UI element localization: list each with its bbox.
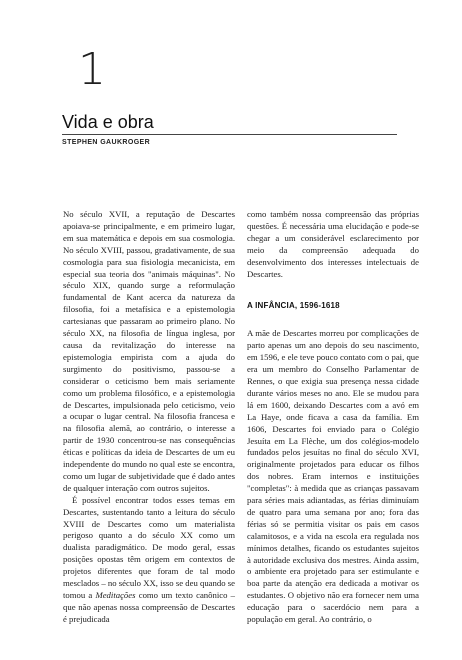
chapter-header	[62, 44, 402, 146]
section-heading: A INFÂNCIA, 1596-1618	[247, 301, 340, 311]
chapter-title: Vida e obra	[62, 112, 154, 132]
left-column	[63, 209, 235, 626]
paragraph: No século XVII, a reputação de Descartes apoiava-se principalmente, e em primeiro lugar, em sua matemática e depois em sua cosmologia. No século XVIII, passou, gradativamente, de sua cosmologia para sua fisiologia mecanicista, em especial sua teoria dos "animais máquinas". No século XIX, quando surge a reformulação fundamental de Kant acerca da natureza da filosofia, foi a metafísica e a epistemologia cartesianas que passaram ao primeiro plano. No século XX, na filosofia de língua inglesa, por causa da revitalização do interesse na epistemologia empirista com a ajuda do surgimento do positivismo, passou-se a considerar o ceticismo bem mais seriamente como um problema filosófico, e a epistemologia de Descartes, impulsionada pelo ceticismo, veio a ocupar o lugar central. Na filosofia francesa e na filosofia alemã, ao contrário, o interesse a partir de 1930 concentrou-se nas consequências éticas e políticas da ideia de Descartes de um eu independente do mundo no qual este se encontra, como um lugar de subjetividade que é dado antes de qualquer interação com outros sujeitos.	[63, 209, 235, 493]
title-rule	[62, 134, 397, 135]
paragraph: A mãe de Descartes morreu por complicações de parto apenas um ano depois do seu nascimento, em 1596, e ele teve pouco contato com o pai, que era um membro do Conselho Parlamentar de Rennes, o que exigia sua presença nessa cidade durante vários meses no ano. Ele se mudou para lá em 1600, deixando Descartes com a avó em La Haye, onde ficava a casa da família. Em 1606, Descartes foi enviado para o Colégio Jesuíta em La Flèche, um dos colégios-modelo fundados pelos jesuítas no final do século XVI, originalmente projetados para educar os filhos dos nobres. Eram internos e instituições "completas": à medida que as crianças passavam para séries mais adiantadas, as férias diminuíam de quatro para uma semana por ano; fora das férias só se permitia visitar os pais em casos calamitosos, e a vida na escola era regulada nos mínimos detalhes, ficando os estudantes sujeitos à autoridade exclusiva dos mestres. Ainda assim, o ambiente era projetado para ser estimulante e boa parte da atenção era dedicada a motivar os estudantes. O objetivo não era fornecer nem uma educação para o sacerdócio nem para a população em geral. Ao contrário, o	[247, 328, 419, 625]
chapter-number: 1	[78, 44, 106, 95]
paragraph-text: É possível encontrar todos esses temas em Descartes, sustentando tanto a leitura do século XVIII de Descartes como um materialista perigoso quanto a do século XX como um dualista paradigmático. De modo geral, essas posições opostas têm origem em contextos de projetos diferentes que foram de tal modo mesclados – no século XX, isso se deu quando se tomou a	[63, 494, 235, 600]
paragraph	[63, 495, 235, 626]
chapter-author: STEPHEN GAUKROGER	[62, 139, 151, 146]
paragraph-text: como um texto canônico – que não apenas nossa compreensão de Descartes é prejudicada	[63, 590, 235, 624]
paragraph: como também nossa compreensão das próprias questões. É necessária uma elucidação e pode-se chegar a um considerável esclarecimento por meio da compreensão adequada do desenvolvimento dos interesses intelectuais de Descartes.	[247, 209, 419, 279]
right-column	[247, 209, 419, 626]
italic-title: Meditações	[95, 590, 136, 600]
